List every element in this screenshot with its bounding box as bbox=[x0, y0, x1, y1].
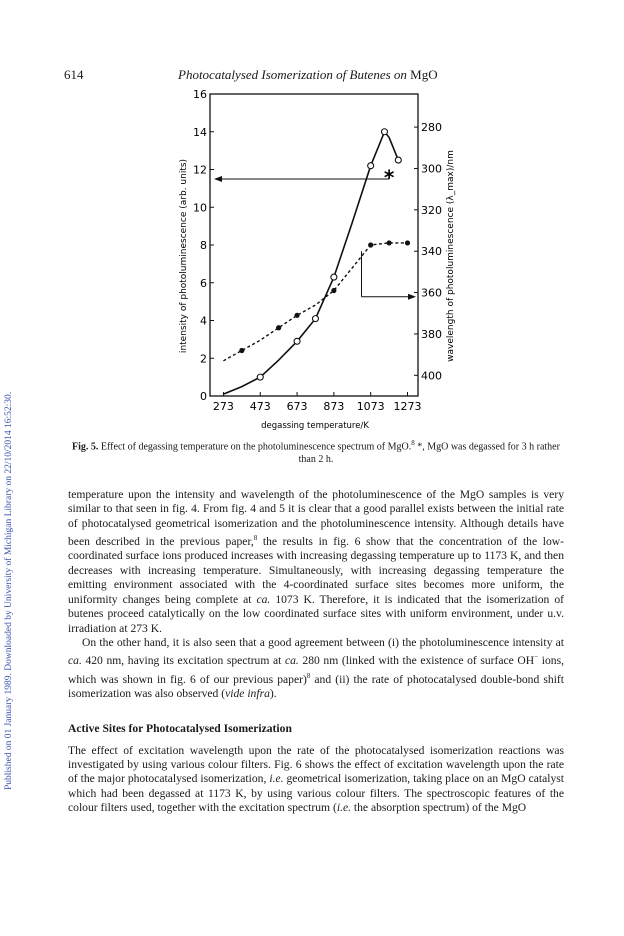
y-left-tick-label: 2 bbox=[200, 352, 207, 366]
y-right-tick-label: 400 bbox=[421, 369, 442, 383]
y-left-tick-label: 16 bbox=[193, 88, 207, 101]
y-right-tick-label: 300 bbox=[421, 162, 442, 176]
figure-5-chart bbox=[160, 86, 460, 436]
paragraph-1: temperature upon the intensity and wavelength of the photoluminescence of the MgO samples is very similar to that seen in fig. 4. From fig. 4 and 5 it is clear that a good parallel exists between the initial rate of photocatalysed geometrical isomerization and the photoluminescence intensity. Although details have been described in the previous paper,$^8$ the results in fig. 6 show that the concentration of the low-coordinated surface ions produced increases with increasing degassing temperature up to 1173 K, and then decreases with increasing temperature. Simultaneously, with increasing degassing temperature the emitting environment associated with the 4-coordinated surface sites becomes more uniform, the uniformity changes being complete at ca. 1073 K. Therefore, it is indicated that the isomerization of butenes proceed catalytically on the low coordinated surface sites with uniform environment, under u.v. irradiation at 273 K. bbox=[68, 488, 565, 635]
wavelength-point bbox=[294, 313, 299, 318]
left-axis-arrowhead bbox=[214, 176, 222, 182]
figure-caption: Fig. 5. Effect of degassing temperature on the photoluminescence spectrum of MgO.$^8$ *, MgO was degassed for 3 h rather than 2 h. bbox=[72, 439, 560, 466]
y-left-tick-label: 0 bbox=[200, 390, 207, 403]
x-tick-label: 673 bbox=[286, 400, 308, 413]
intensity-point bbox=[312, 316, 318, 322]
y-left-tick-label: 12 bbox=[193, 163, 207, 177]
y-right-tick-label: 380 bbox=[421, 327, 442, 341]
x-tick-label: 473 bbox=[249, 400, 271, 413]
publication-side-note: Published on 01 January 1989. Downloaded by University of Michigan Library on 22/10/2014 16:52:30. bbox=[4, 391, 14, 790]
y-left-tick-label: 6 bbox=[200, 276, 207, 290]
intensity-point bbox=[294, 338, 300, 344]
intensity-point bbox=[381, 129, 387, 135]
x-tick-label: 273 bbox=[212, 400, 234, 413]
y-axis-left-label: intensity of photoluminescence (arb. units) bbox=[179, 158, 189, 354]
y-right-tick-label: 360 bbox=[421, 286, 442, 300]
wavelength-point bbox=[239, 348, 244, 353]
y-left-tick-label: 14 bbox=[193, 125, 207, 139]
wavelength-point bbox=[331, 288, 336, 293]
x-tick-label: 873 bbox=[323, 400, 345, 413]
page-number: 614 bbox=[64, 67, 84, 82]
y-axis-right-label: wavelength of photoluminescence (λ_max)/nm bbox=[446, 150, 456, 362]
section-heading: Active Sites for Photocatalysed Isomerization bbox=[68, 722, 292, 736]
y-left-tick-label: 4 bbox=[200, 314, 207, 328]
x-tick-label: 1273 bbox=[393, 400, 422, 413]
wavelength-point bbox=[276, 325, 281, 330]
right-axis-arrowhead bbox=[408, 294, 416, 300]
body-text bbox=[68, 488, 564, 816]
y-right-tick-label: 280 bbox=[421, 121, 442, 135]
wavelength-point bbox=[368, 242, 373, 247]
x-tick-label: 1073 bbox=[356, 400, 385, 413]
asterisk-marker: * bbox=[383, 165, 395, 190]
paragraph-2: On the other hand, it is also seen that a good agreement between (i) the photoluminescence intensity at ca. 420 nm, having its excitation spectrum at ca. 280 nm (linked with the existence of surface OH− ions, which was shown in fig. 6 of our previous paper)$^8$ and (ii) the rate of photocatalysed double-bond shift isomerization was also observed (vide infra). bbox=[68, 635, 564, 700]
running-head: Photocatalysed Isomerization of Butenes on MgO bbox=[178, 67, 438, 82]
wavelength-point bbox=[387, 240, 392, 245]
wavelength-curve bbox=[223, 243, 407, 361]
paragraph-3: The effect of excitation wavelength upon the rate of the photocatalysed isomerization reactions was investigated by using various colour filters. Fig. 6 shows the effect of excitation wavelength upon the rate of the major photocatalysed isomerization, i.e. geometrical isomerization, taking place on an MgO catalyst which had been degassed at 1173 K, by using various colour filters. The spectroscopic features of the colour filters used, together with the excitation spectrum (i.e. the absorption spectrum) of the MgO bbox=[68, 743, 564, 815]
y-left-tick-label: 10 bbox=[193, 201, 207, 215]
y-left-tick-label: 8 bbox=[200, 239, 207, 252]
x-axis-label: degassing temperature/K bbox=[261, 421, 369, 431]
intensity-point bbox=[257, 374, 263, 380]
intensity-point bbox=[395, 157, 401, 163]
y-right-tick-label: 320 bbox=[421, 203, 442, 217]
intensity-curve bbox=[223, 132, 398, 394]
intensity-point bbox=[331, 274, 337, 280]
wavelength-point bbox=[405, 240, 410, 245]
y-right-tick-label: 340 bbox=[421, 245, 442, 259]
intensity-point bbox=[368, 163, 374, 169]
